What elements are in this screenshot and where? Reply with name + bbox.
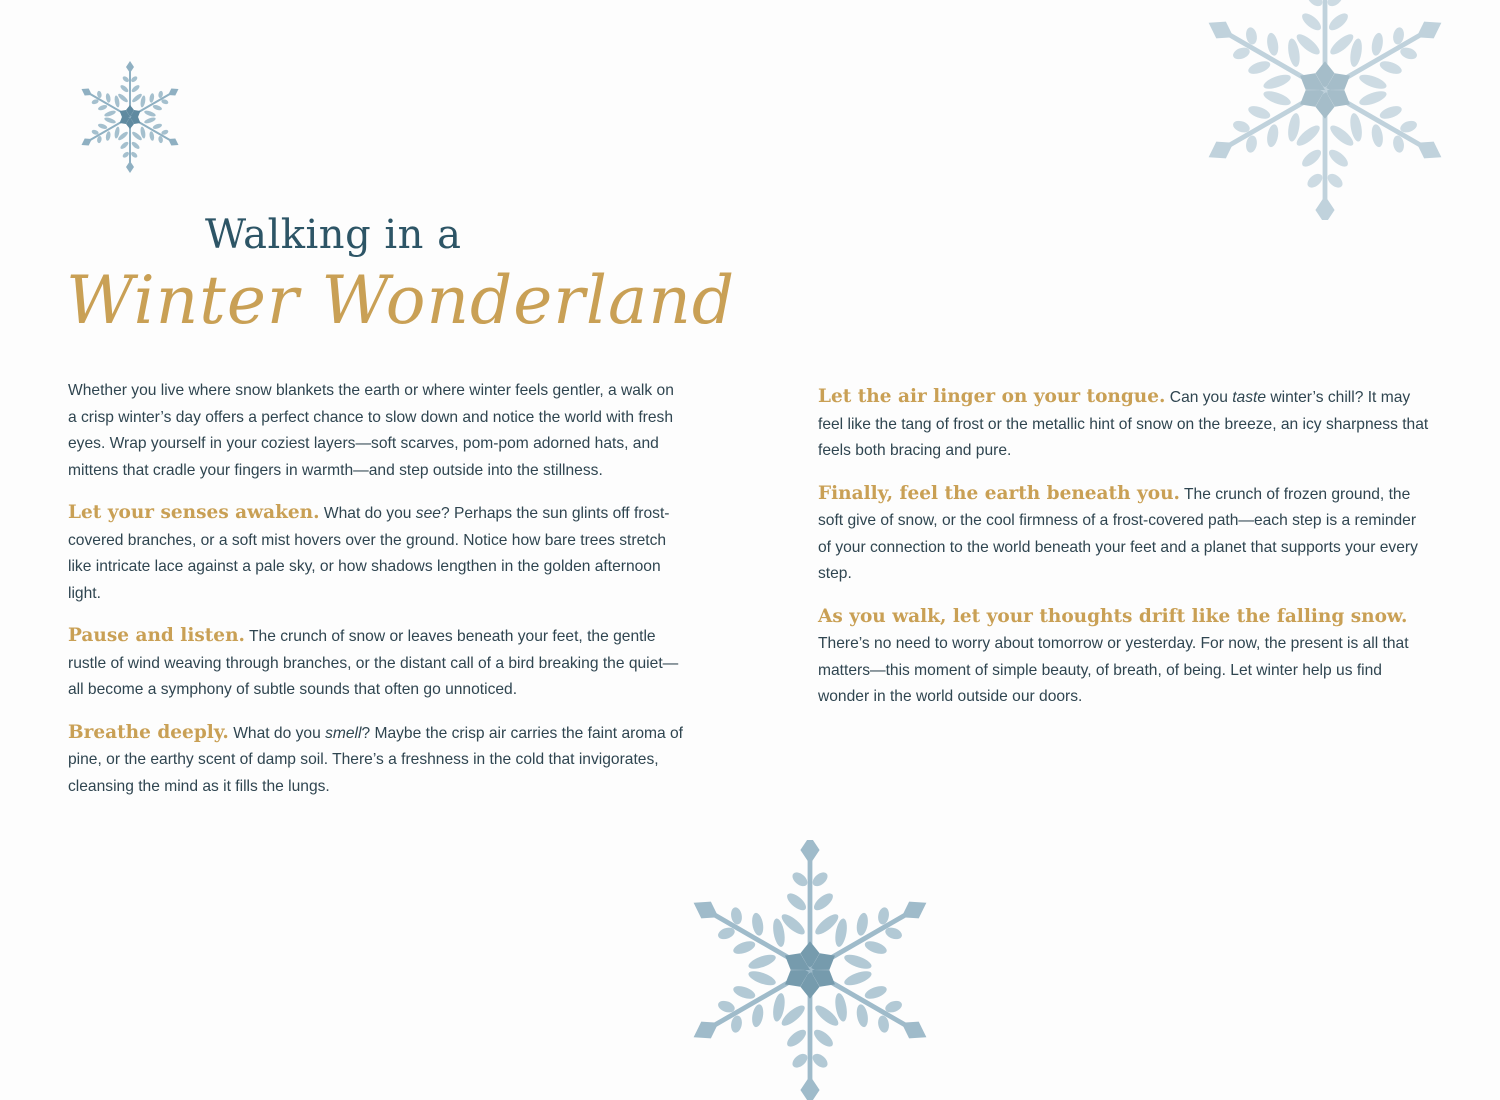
- snowflake-bottom-icon: [680, 840, 940, 1100]
- paragraph: Breathe deeply. What do you smell? Maybe the crisp air carries the faint aroma of pine, or the earthy scent of damp soil. There’s a freshness in the cold that invigorates, cleansing the mind as it fills the lungs.: [68, 721, 684, 795]
- paragraph: Pause and listen. The crunch of snow or leaves beneath your feet, the gentle rustle of wind weaving through branches, or the distant call of a bird breaking the quiet—all become a symphony of subtle sounds that often go unnoticed.: [68, 625, 679, 698]
- title-line-2: Winter Wonderland: [66, 262, 736, 339]
- paragraph: Whether you live where snow blankets the earth or where winter feels gentler, a walk on a crisp winter’s day offers a perfect chance to slow down and notice the world with fresh eyes. Wrap yourself in your coziest layers—soft scarves, pom-pom adorned hats, and mittens that cradle your fingers in warmth—and step outside into the stillness.: [68, 382, 674, 479]
- right-column: [818, 384, 1430, 727]
- snowflake-top-right-icon: [1195, 0, 1455, 220]
- paragraph: Let the air linger on your tongue. Can you taste winter’s chill? It may feel like the tang of frost or the metallic hint of snow on the breeze, an icy sharpness that feels both bracing and pure.: [818, 386, 1429, 459]
- left-column: [68, 377, 686, 816]
- title-line-1: Walking in a: [205, 212, 462, 258]
- paragraph: As you walk, let your thoughts drift like the falling snow. There’s no need to worry about tomorrow or yesterday. For now, the present is all that matters—this moment of simple beauty, of breath, of being. Let winter help us find wonder in the world outside our doors.: [818, 605, 1409, 705]
- snowflake-top-left-icon: [78, 60, 182, 175]
- paragraph: Let your senses awaken. What do you see? Perhaps the sun glints off frost-covered branches, or a soft mist hovers over the ground. Notice how bare trees stretch like intricate lace against a pale sky, or how shadows lengthen in the golden afternoon light.: [68, 502, 670, 602]
- paragraph: Finally, feel the earth beneath you. The crunch of frozen ground, the soft give of snow, or the cool firmness of a frost-covered path—each step is a reminder of your connection to the world beneath your feet and a planet that supports your every step.: [818, 482, 1418, 582]
